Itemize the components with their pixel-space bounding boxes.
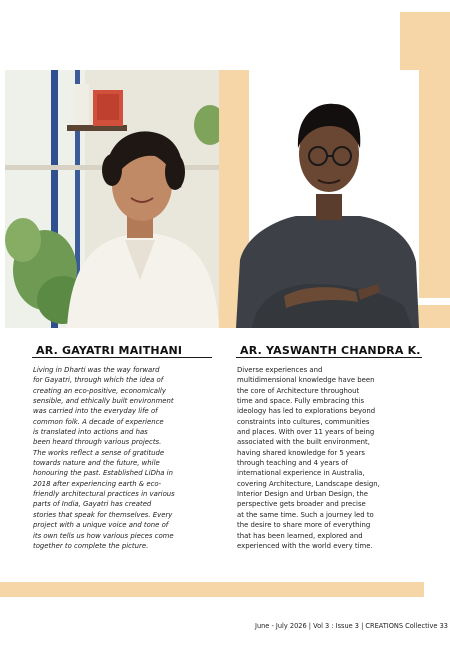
bio-line: international experience in Australia, (237, 469, 365, 478)
bio-line: honouring the past. Established LiDha in (33, 469, 173, 478)
bio-line: is translated into actions and has (33, 428, 148, 437)
bio-line: that has been learned, explored and (237, 531, 363, 540)
decorative-block-top-right (400, 12, 450, 70)
bio-line: stories that speak for themselves. Every (33, 510, 173, 519)
bio-line: at the same time. Such a journey led to (237, 510, 374, 519)
decorative-band-bottom (0, 582, 424, 597)
bio-line: sensible, and ethically built environment (33, 397, 174, 406)
bio-line: towards nature and the future, while (33, 459, 160, 468)
bio-line: associated with the built environment, (237, 438, 370, 447)
name-underline-left (32, 357, 212, 358)
bio-line: Living in Dharti was the way forward (33, 366, 160, 374)
bio-line: been heard through various projects. (33, 438, 162, 447)
bio-line: having shared knowledge for 5 years (237, 448, 365, 457)
bio-line: the desire to share more of everything (237, 521, 371, 530)
profile-name-left: AR. GAYATRI MAITHANI (36, 344, 183, 357)
profile-bio-right (237, 365, 380, 551)
bio-line: through teaching and 4 years of (237, 459, 348, 468)
bio-line: was carried into the everyday life of (33, 407, 158, 416)
bio-line: parts of India, Gayatri has created (33, 500, 152, 509)
bio-line: ideology has led to explorations beyond (237, 407, 376, 416)
bio-line: common folk. A decade of experience (33, 417, 164, 426)
bio-line: covering Architecture, Landscape design, (237, 479, 380, 488)
bio-line: for Gayatri, through which the idea of (33, 376, 164, 385)
bio-line: project with a unique voice and tone of (33, 521, 169, 530)
bio-line: creating an eco-positive, economically (33, 386, 166, 395)
profile-bio-left (33, 365, 175, 551)
page-footer: June - July 2026 | Vol 3 : Issue 3 | CREATIONS Collective 33 (255, 622, 448, 630)
bio-line: the core of Architecture throughout (237, 386, 360, 395)
portrait-photo-left (5, 70, 219, 328)
bio-line: together to complete the picture. (33, 541, 149, 550)
decorative-block-right-tab (416, 305, 450, 328)
bio-line: perspective gets broader and precise (237, 500, 366, 509)
bio-line: 2018 after experiencing earth & eco- (33, 479, 162, 488)
decorative-block-right (419, 70, 450, 298)
bio-line: experienced with the world every time. (237, 541, 373, 550)
bio-line: Diverse experiences and (237, 366, 323, 374)
portrait-photo-right (236, 70, 419, 328)
name-underline-right (236, 357, 422, 358)
bio-line: The works reflect a sense of gratitude (33, 448, 165, 457)
bio-line: friendly architectural practices in various (33, 490, 175, 499)
profile-name-right: AR. YASWANTH CHANDRA K. (240, 344, 421, 357)
bio-line: and places. With over 11 years of being (237, 428, 375, 437)
bio-line: its own tells us how various pieces come (33, 531, 174, 540)
bio-line: time and space. Fully embracing this (237, 397, 365, 406)
bio-line: constraints into cultures, communities (237, 417, 370, 426)
bio-line: multidimensional knowledge have been (237, 376, 375, 385)
bio-line: Interior Design and Urban Design, the (237, 490, 368, 499)
